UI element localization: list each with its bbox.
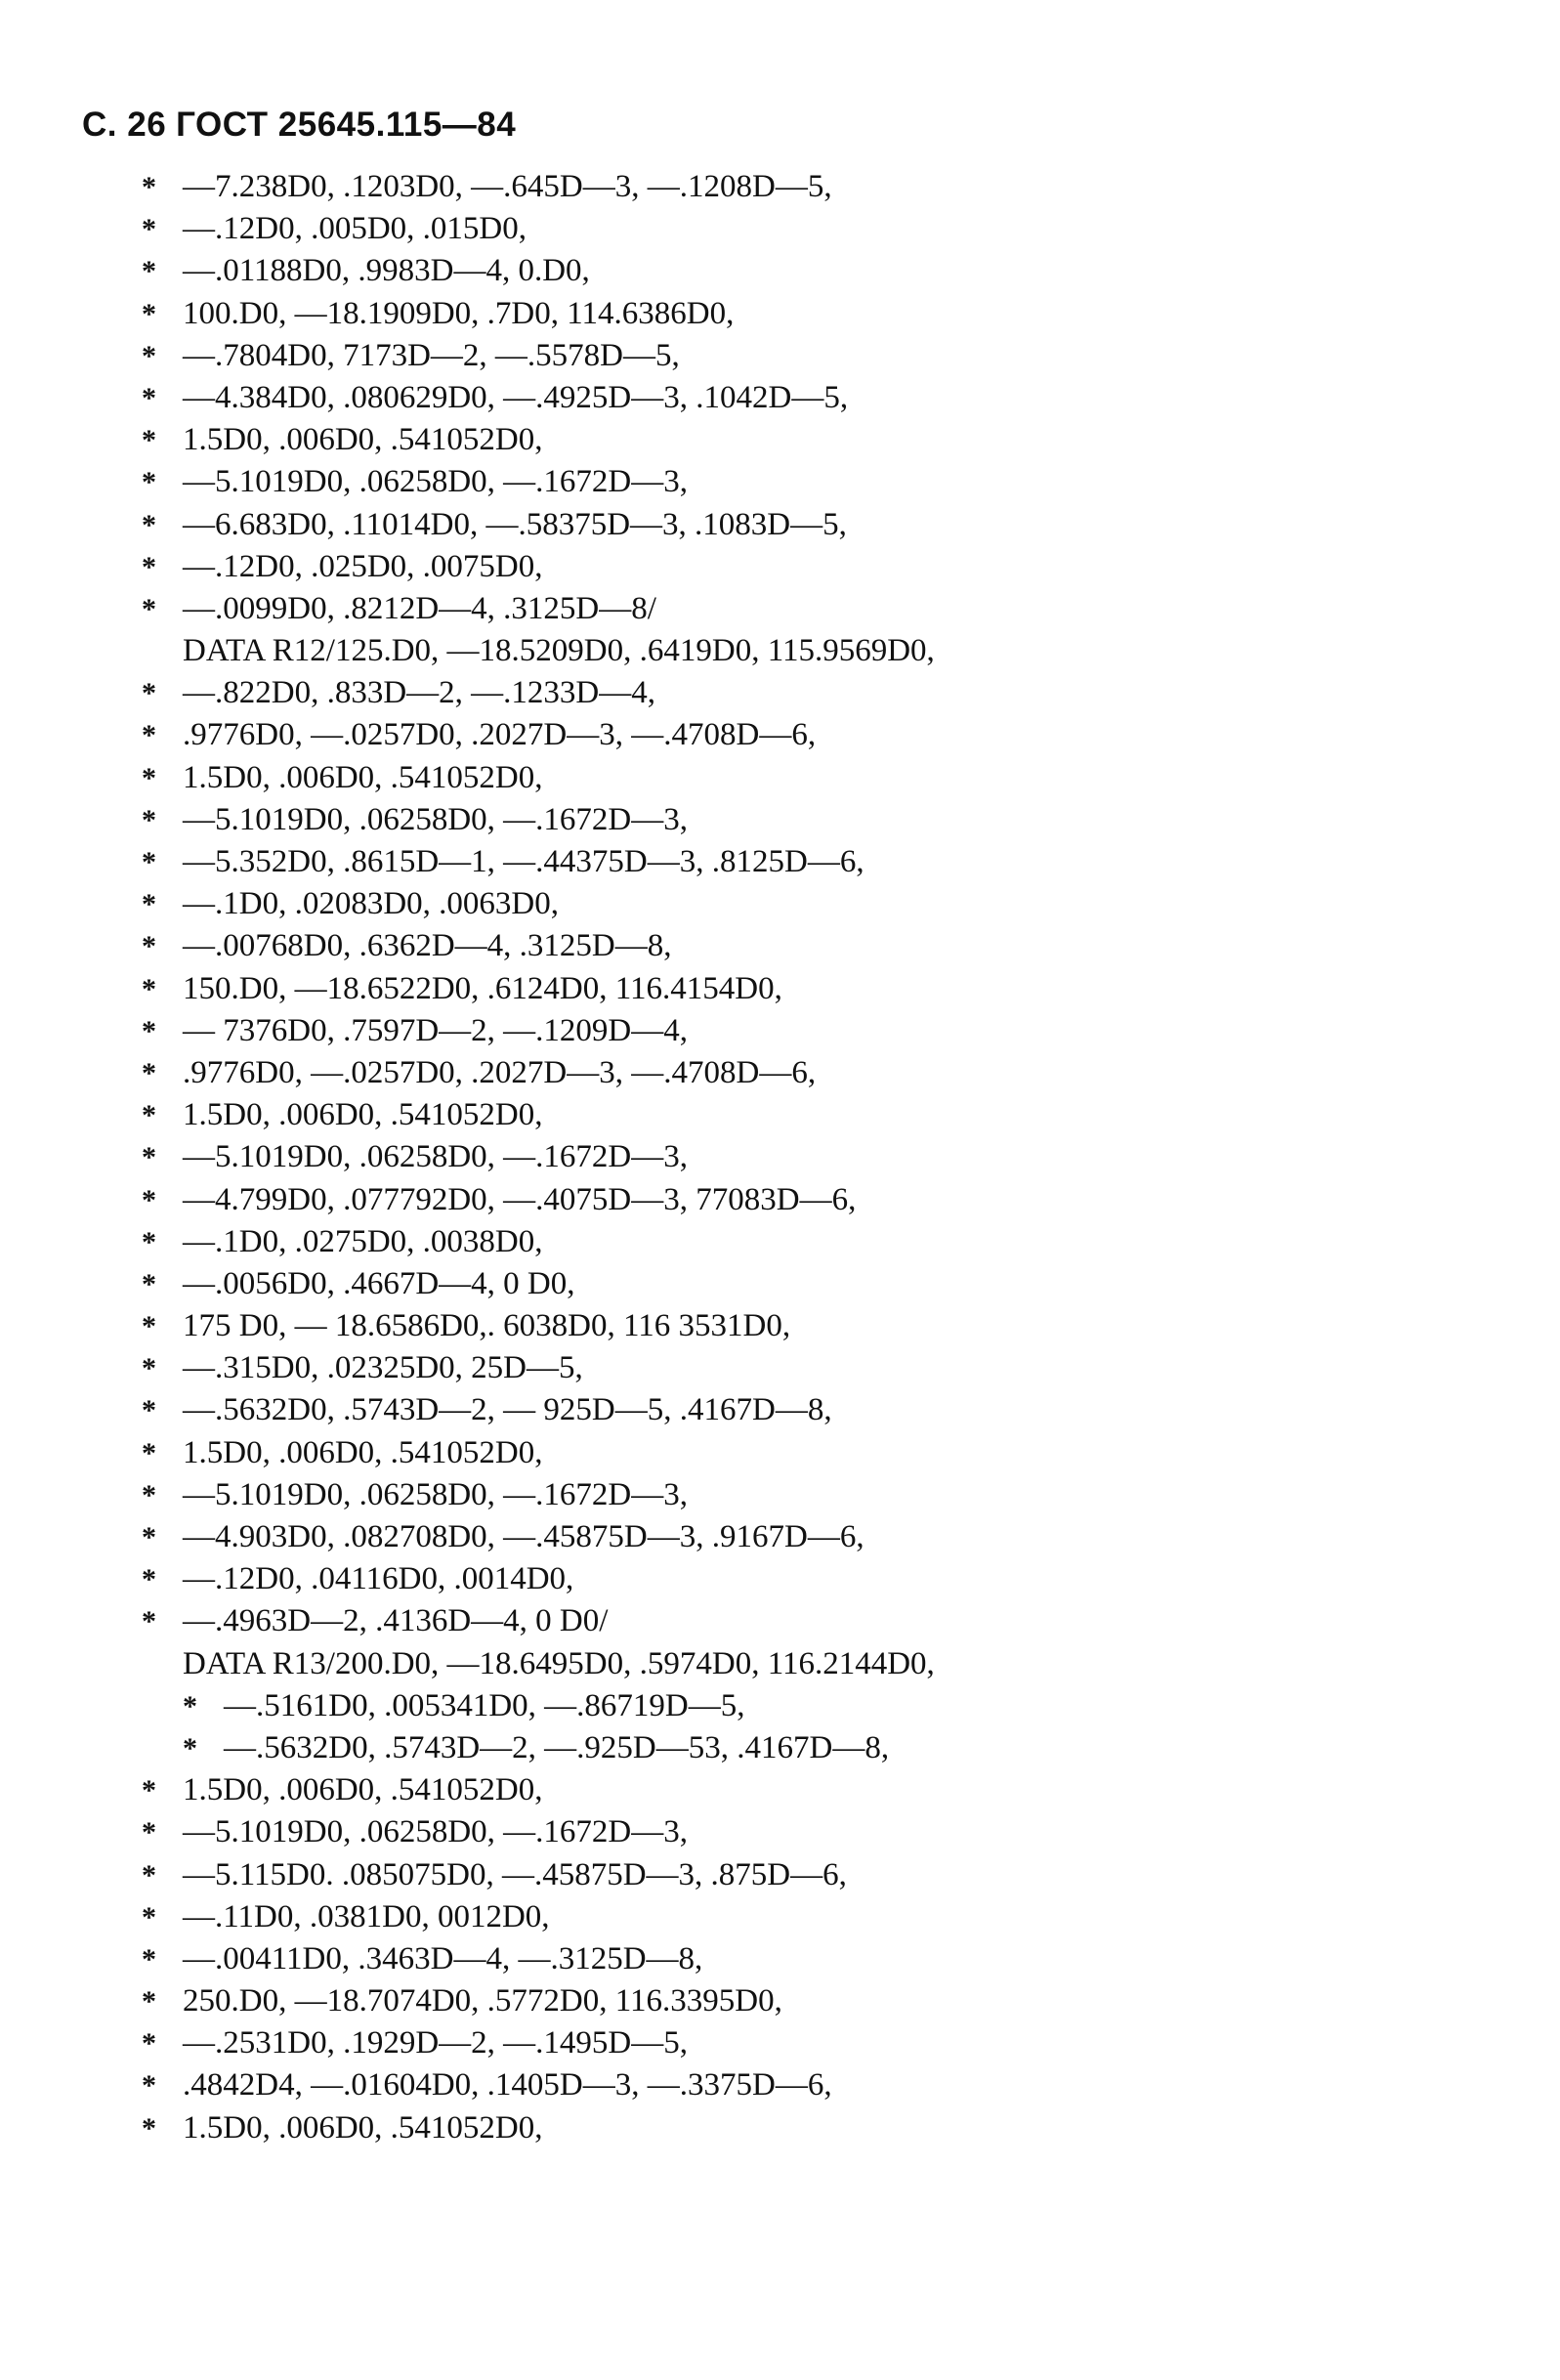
code-text: 175 D0, — 18.6586D0,. 6038D0, 116 3531D0, <box>183 1308 791 1344</box>
code-text: —4.903D0, .082708D0, —.45875D—3, .9167D—6, <box>183 1519 864 1554</box>
code-text: DATA R12/125.D0, —18.5209D0, .6419D0, 115.9569D0, <box>183 633 935 669</box>
continuation-line <box>142 377 1509 419</box>
code-text: —.12D0, .005D0, .015D0, <box>183 211 527 247</box>
continuation-asterisk: * <box>142 930 156 963</box>
continuation-line <box>142 2107 1509 2149</box>
continuation-line <box>142 1516 1509 1558</box>
continuation-line <box>142 925 1509 967</box>
continuation-asterisk: * <box>142 1942 156 1976</box>
code-text: 1.5D0, .006D0, .541052D0, <box>183 2109 543 2146</box>
continuation-asterisk: * <box>142 1563 156 1596</box>
continuation-line <box>142 208 1509 250</box>
code-text: —.0056D0, .4667D—4, 0 D0, <box>183 1265 575 1301</box>
code-text: —.12D0, .025D0, .0075D0, <box>183 548 543 584</box>
code-text: —5.1019D0, .06258D0, —.1672D—3, <box>183 1476 688 1512</box>
code-text: .4842D4, —.01604D0, .1405D—3, —.3375D—6, <box>183 2067 832 2104</box>
continuation-line <box>142 714 1509 756</box>
continuation-line <box>142 1136 1509 1178</box>
code-text: —.5161D0, .005341D0, —.86719D—5, <box>224 1687 745 1723</box>
code-text: —5.1019D0, .06258D0, —.1672D—3, <box>183 1139 688 1175</box>
code-text: —.00411D0, .3463D—4, —.3125D—8, <box>183 1940 703 1976</box>
continuation-line <box>142 1052 1509 1094</box>
code-text: 1.5D0, .006D0, .541052D0, <box>183 422 543 458</box>
continuation-line <box>142 1600 1509 1642</box>
continuation-asterisk: * <box>142 803 156 836</box>
continuation-line <box>142 1727 1509 1769</box>
code-text: 1.5D0, .006D0, .541052D0, <box>183 1434 543 1470</box>
code-text: DATA R13/200.D0, —18.6495D0, .5974D0, 116.2144D0, <box>183 1645 935 1681</box>
code-text: —.315D0, .02325D0, 25D—5, <box>183 1350 583 1386</box>
data-statement-line <box>142 630 1509 672</box>
continuation-line <box>142 293 1509 335</box>
code-text: —.822D0, .833D—2, —.1233D—4, <box>183 675 655 711</box>
continuation-line <box>142 1179 1509 1221</box>
code-listing <box>142 166 1509 2149</box>
code-text: —.4963D—2, .4136D—4, 0 D0/ <box>183 1603 609 1639</box>
continuation-asterisk: * <box>183 1689 197 1722</box>
continuation-asterisk: * <box>142 1816 156 1849</box>
continuation-asterisk: * <box>142 1310 156 1343</box>
continuation-asterisk: * <box>142 508 156 541</box>
continuation-line <box>142 799 1509 841</box>
continuation-asterisk: * <box>142 2111 156 2145</box>
code-text: —.12D0, .04116D0, .0014D0, <box>183 1561 574 1597</box>
continuation-asterisk: * <box>142 213 156 246</box>
continuation-line <box>142 2022 1509 2064</box>
continuation-asterisk: * <box>142 592 156 625</box>
continuation-asterisk: * <box>142 1183 156 1216</box>
continuation-line <box>142 1474 1509 1516</box>
continuation-line <box>142 419 1509 461</box>
code-text: .9776D0, —.0257D0, .2027D—3, —.4708D—6, <box>183 1054 817 1090</box>
continuation-asterisk: * <box>142 1436 156 1469</box>
continuation-line <box>142 1980 1509 2022</box>
continuation-line <box>142 588 1509 630</box>
continuation-asterisk: * <box>142 1056 156 1089</box>
continuation-line <box>142 1854 1509 1896</box>
continuation-line <box>142 1094 1509 1136</box>
code-text: —.2531D0, .1929D—2, —.1495D—5, <box>183 2025 688 2061</box>
continuation-asterisk: * <box>142 2069 156 2103</box>
continuation-line <box>142 2064 1509 2106</box>
continuation-asterisk: * <box>142 972 156 1005</box>
continuation-asterisk: * <box>142 846 156 878</box>
code-text: 100.D0, —18.1909D0, .7D0, 114.6386D0, <box>183 295 735 331</box>
continuation-asterisk: * <box>142 1014 156 1047</box>
continuation-asterisk: * <box>142 888 156 921</box>
continuation-line <box>142 546 1509 588</box>
code-text: —.7804D0, 7173D—2, —.5578D—5, <box>183 337 680 373</box>
page-number: С. 26 <box>82 106 167 144</box>
code-text: —5.1019D0, .06258D0, —.1672D—3, <box>183 801 688 837</box>
continuation-asterisk: * <box>142 1352 156 1385</box>
continuation-asterisk: * <box>142 719 156 752</box>
continuation-line <box>142 166 1509 208</box>
code-text: —5.1019D0, .06258D0, —.1672D—3, <box>183 464 688 500</box>
code-text: —.11D0, .0381D0, 0012D0, <box>183 1898 550 1934</box>
code-text: 250.D0, —18.7074D0, .5772D0, 116.3395D0, <box>183 1983 782 2019</box>
continuation-asterisk: * <box>142 1858 156 1891</box>
continuation-line <box>142 757 1509 799</box>
continuation-asterisk: * <box>142 1521 156 1553</box>
continuation-line <box>142 1347 1509 1389</box>
continuation-asterisk: * <box>142 761 156 794</box>
continuation-line <box>142 1685 1509 1727</box>
continuation-asterisk: * <box>142 171 156 203</box>
continuation-line <box>142 1811 1509 1853</box>
continuation-line <box>142 1558 1509 1600</box>
code-text: —.01188D0, .9983D—4, 0.D0, <box>183 253 590 289</box>
continuation-line <box>142 1389 1509 1431</box>
code-text: —.5632D0, .5743D—2, — 925D—5, .4167D—8, <box>183 1392 832 1428</box>
continuation-line <box>142 1263 1509 1305</box>
data-statement-line <box>142 1643 1509 1685</box>
continuation-line <box>142 1432 1509 1474</box>
continuation-asterisk: * <box>142 1225 156 1258</box>
code-text: 1.5D0, .006D0, .541052D0, <box>183 1772 543 1808</box>
code-text: 1.5D0, .006D0, .541052D0, <box>183 759 543 795</box>
code-text: —7.238D0, .1203D0, —.645D—3, —.1208D—5, <box>183 169 832 204</box>
continuation-line <box>142 883 1509 925</box>
code-text: —6.683D0, .11014D0, —.58375D—3, .1083D—5, <box>183 506 847 542</box>
code-text: —5.1019D0, .06258D0, —.1672D—3, <box>183 1814 688 1850</box>
continuation-asterisk: * <box>142 1774 156 1807</box>
code-text: 1.5D0, .006D0, .541052D0, <box>183 1097 543 1133</box>
code-text: —4.799D0, .077792D0, —.4075D—3, 77083D—6, <box>183 1181 857 1217</box>
continuation-asterisk: * <box>142 2027 156 2061</box>
continuation-line <box>142 1769 1509 1811</box>
code-text: 150.D0, —18.6522D0, .6124D0, 116.4154D0, <box>183 970 782 1006</box>
continuation-asterisk: * <box>142 339 156 372</box>
continuation-line <box>142 335 1509 377</box>
continuation-asterisk: * <box>142 1394 156 1427</box>
code-text: —5.115D0. .085075D0, —.45875D—3, .875D—6, <box>183 1856 847 1892</box>
code-text: —5.352D0, .8615D—1, —.44375D—3, .8125D—6, <box>183 844 864 879</box>
continuation-line <box>142 1010 1509 1052</box>
code-text: —.0099D0, .8212D—4, .3125D—8/ <box>183 590 656 626</box>
continuation-line <box>142 504 1509 546</box>
continuation-line <box>142 672 1509 714</box>
continuation-line <box>142 968 1509 1010</box>
code-text: —.5632D0, .5743D—2, —.925D—53, .4167D—8, <box>224 1729 890 1765</box>
continuation-asterisk: * <box>142 1267 156 1300</box>
continuation-asterisk: * <box>142 466 156 499</box>
code-text: —.1D0, .02083D0, .0063D0, <box>183 886 559 922</box>
continuation-asterisk: * <box>142 381 156 414</box>
continuation-line <box>142 1938 1509 1980</box>
code-text: —.00768D0, .6362D—4, .3125D—8, <box>183 928 672 964</box>
continuation-line <box>142 1896 1509 1938</box>
continuation-asterisk: * <box>142 677 156 710</box>
running-head <box>82 106 526 145</box>
code-text: —.1D0, .0275D0, .0038D0, <box>183 1223 543 1259</box>
continuation-asterisk: * <box>142 550 156 583</box>
continuation-asterisk: * <box>142 1900 156 1934</box>
continuation-asterisk: * <box>142 1605 156 1638</box>
continuation-asterisk: * <box>183 1731 197 1764</box>
continuation-asterisk: * <box>142 424 156 457</box>
continuation-line <box>142 1221 1509 1263</box>
code-text: —4.384D0, .080629D0, —.4925D—3, .1042D—5, <box>183 379 849 415</box>
standard-designation: ГОСТ 25645.115—84 <box>176 106 517 144</box>
continuation-asterisk: * <box>142 1099 156 1132</box>
continuation-line <box>142 250 1509 292</box>
continuation-line <box>142 461 1509 503</box>
continuation-asterisk: * <box>142 1985 156 2019</box>
continuation-line <box>142 1305 1509 1347</box>
continuation-asterisk: * <box>142 255 156 288</box>
continuation-line <box>142 841 1509 883</box>
code-text: .9776D0, —.0257D0, .2027D—3, —.4708D—6, <box>183 717 817 753</box>
continuation-asterisk: * <box>142 297 156 330</box>
continuation-asterisk: * <box>142 1478 156 1511</box>
code-text: — 7376D0, .7597D—2, —.1209D—4, <box>183 1012 688 1048</box>
continuation-asterisk: * <box>142 1141 156 1174</box>
